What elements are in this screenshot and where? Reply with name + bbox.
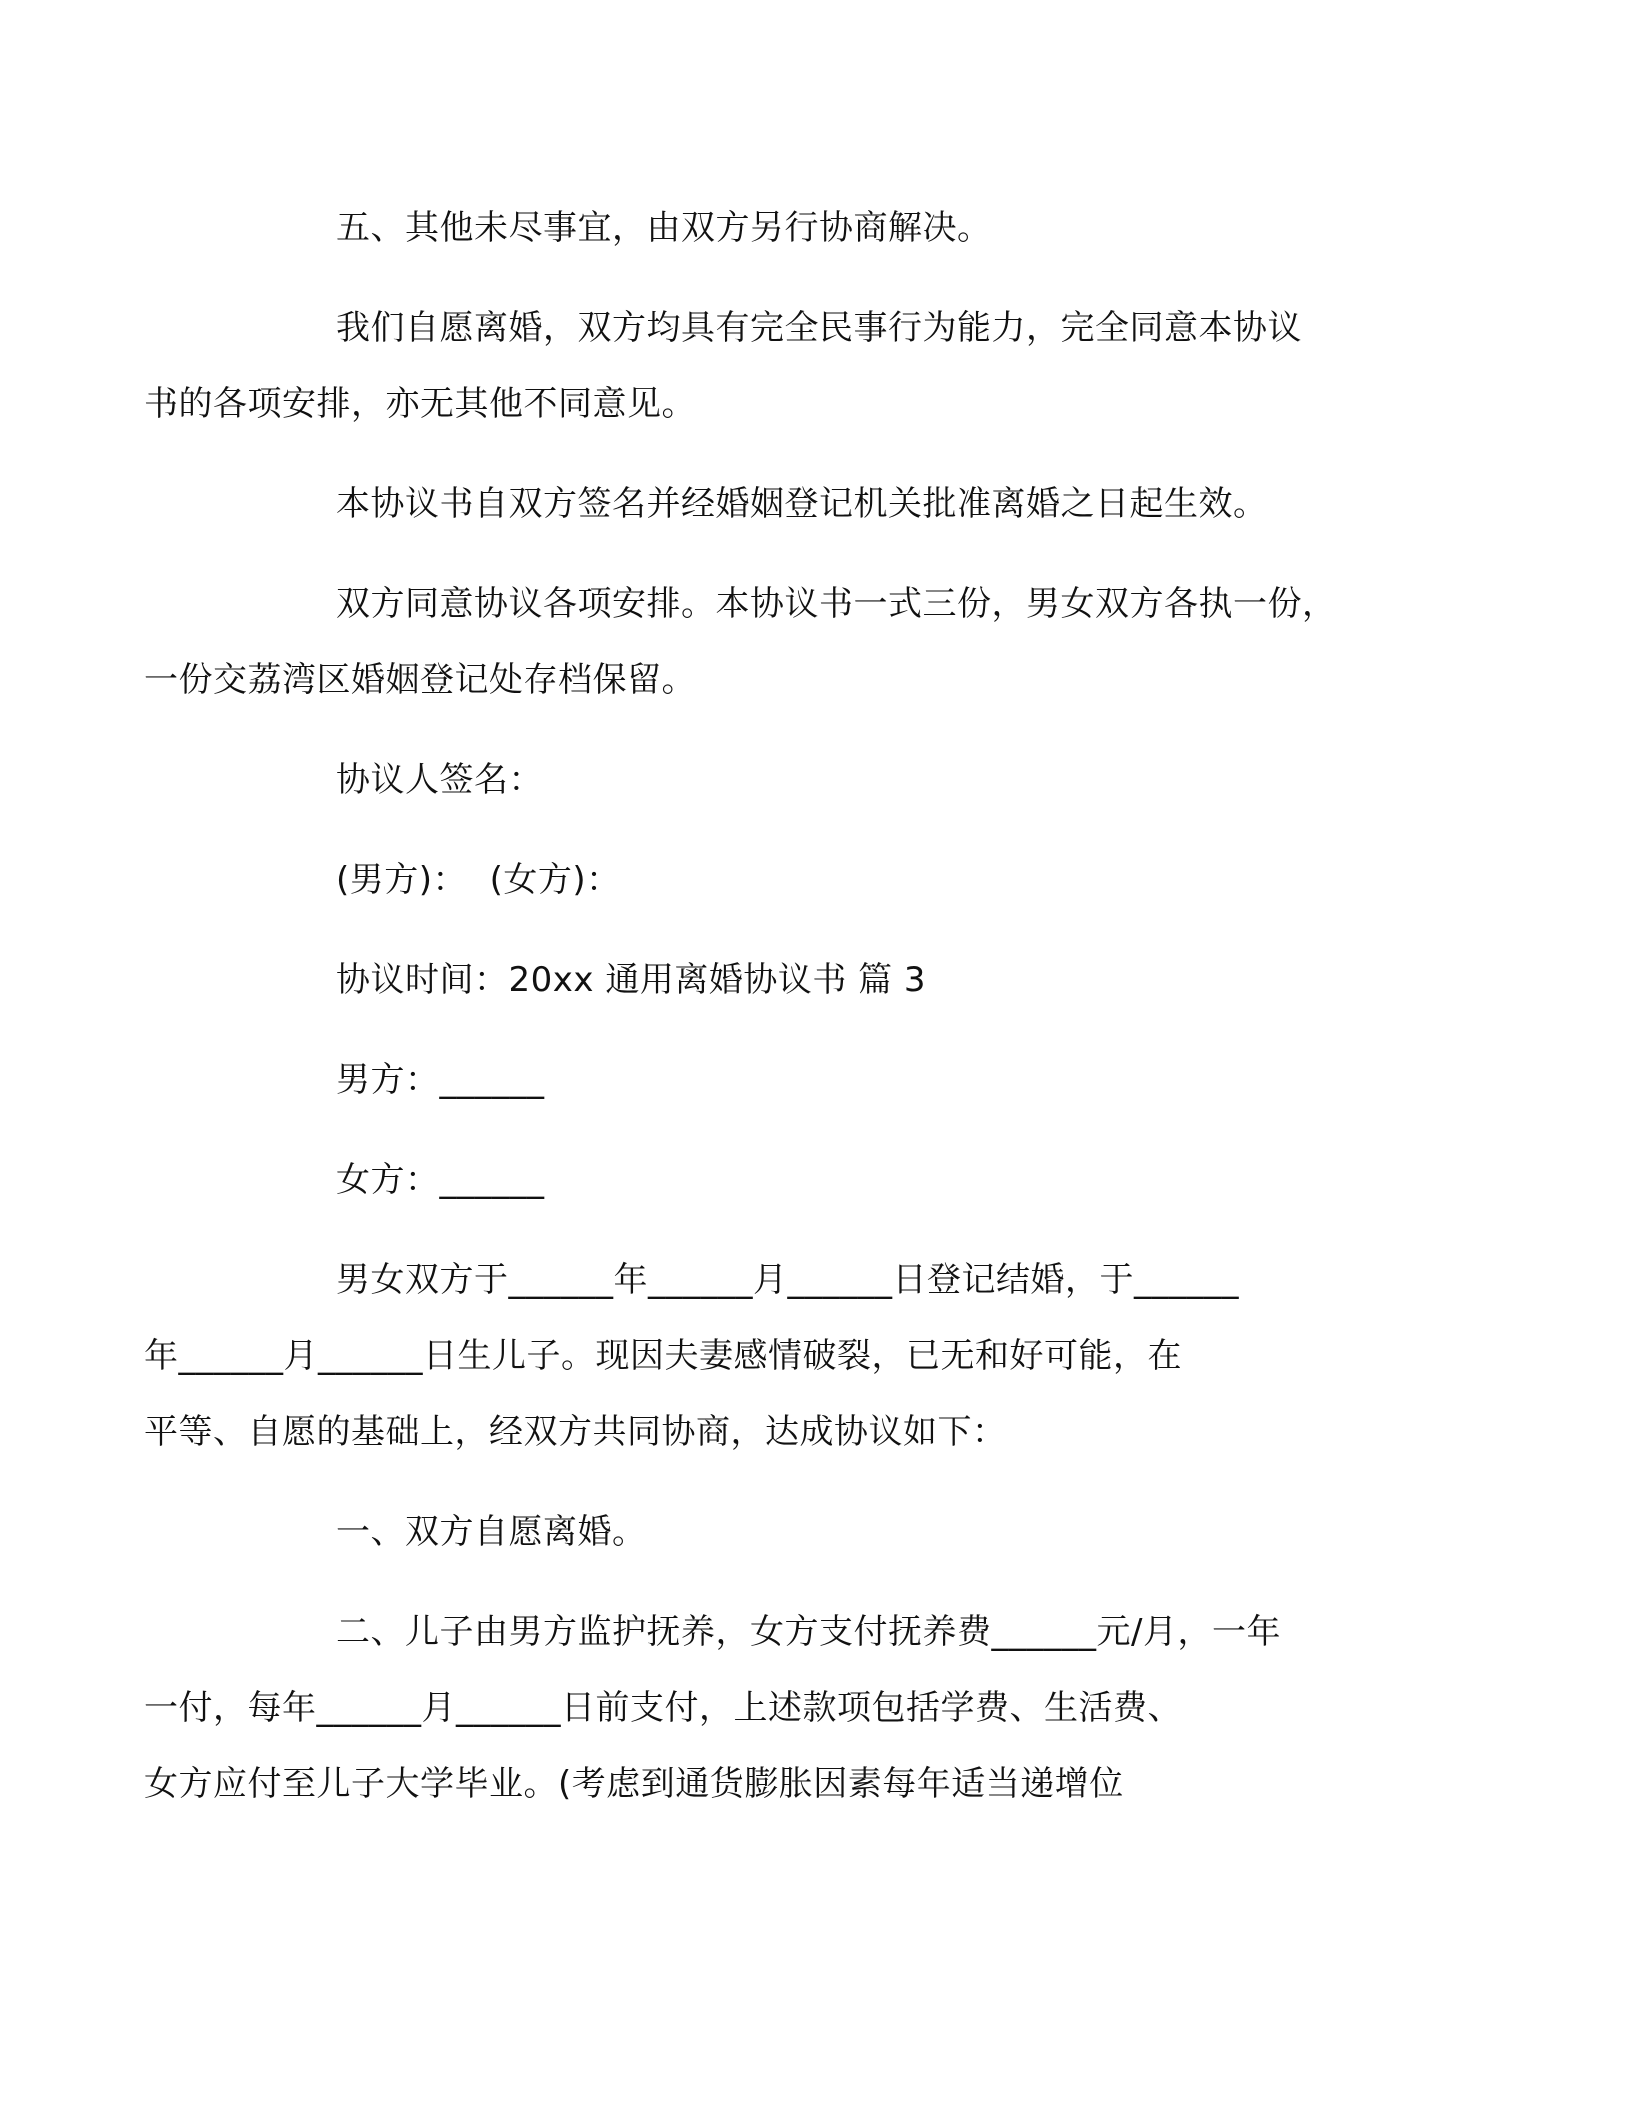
paragraph-other-matters [240, 190, 1400, 266]
paragraph-effective-date [240, 466, 1400, 542]
paragraph-line: 一份交荔湾区婚姻登记处存档保留。 [144, 660, 696, 700]
paragraph-line: 一付，每年______月______日前支付，上述款项包括学费、生活费、 [144, 1688, 1182, 1728]
female-party-field [240, 1142, 1400, 1218]
signature-heading [240, 742, 1400, 818]
document-body [144, 190, 1400, 1846]
paragraph-line: 双方同意协议各项安排。本协议书一式三份，男女双方各执一份， [336, 584, 1337, 624]
paragraph-line: 男方：______ [336, 1060, 545, 1100]
paragraph-line: (男方)： (女方)： [336, 860, 621, 900]
paragraph-line: 五、其他未尽事宜，由双方另行协商解决。 [336, 208, 992, 248]
paragraph-marriage-background [144, 1242, 1400, 1470]
paragraph-copies [144, 566, 1400, 718]
agreement-time-and-section-title [240, 942, 1400, 1018]
paragraph-line: 协议时间：20xx 通用离婚协议书 篇 3 [336, 960, 927, 1000]
paragraph-line: 年______月______日生儿子。现因夫妻感情破裂，已无和好可能，在 [144, 1336, 1182, 1376]
paragraph-line: 男女双方于______年______月______日登记结婚，于______ [336, 1260, 1239, 1300]
paragraph-line: 一、双方自愿离婚。 [336, 1512, 647, 1552]
clause-two [144, 1594, 1400, 1822]
paragraph-line: 本协议书自双方签名并经婚姻登记机关批准离婚之日起生效。 [336, 484, 1268, 524]
paragraph-line: 平等、自愿的基础上，经双方共同协商，达成协议如下： [144, 1412, 1007, 1452]
paragraph-line: 我们自愿离婚，双方均具有完全民事行为能力，完全同意本协议 [336, 308, 1302, 348]
paragraph-line: 二、儿子由男方监护抚养，女方支付抚养费______元/月，一年 [336, 1612, 1281, 1652]
male-party-field [240, 1042, 1400, 1118]
paragraph-line: 女方：______ [336, 1160, 545, 1200]
paragraph-line: 书的各项安排，亦无其他不同意见。 [144, 384, 696, 424]
signature-parties [240, 842, 1400, 918]
clause-one [240, 1494, 1400, 1570]
paragraph-line: 协议人签名： [336, 760, 543, 800]
paragraph-voluntary-divorce-statement [144, 290, 1400, 442]
paragraph-line: 女方应付至儿子大学毕业。(考虑到通货膨胀因素每年适当递增位 [144, 1764, 1124, 1804]
